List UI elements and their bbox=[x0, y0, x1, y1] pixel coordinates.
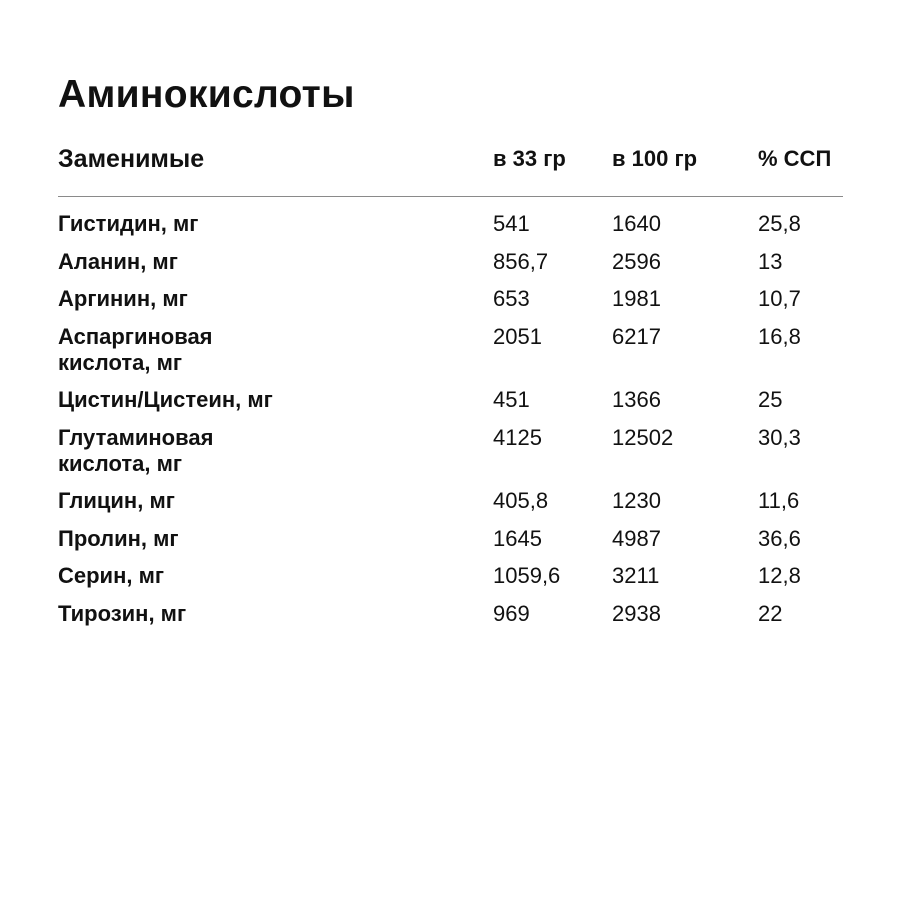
row-value-33g: 405,8 bbox=[493, 488, 549, 513]
row-value-33g: 856,7 bbox=[493, 248, 549, 274]
row-name: Глицин, мг bbox=[58, 488, 175, 513]
row-value-100g: 6217 bbox=[612, 323, 661, 349]
table-row bbox=[58, 601, 843, 639]
row-value-100g: 1981 bbox=[612, 286, 661, 311]
row-value-100g: 1640 bbox=[612, 211, 661, 236]
row-value-percent: 11,6 bbox=[758, 488, 800, 513]
header-category: Заменимые bbox=[58, 145, 205, 173]
row-name: Серин, мг bbox=[58, 563, 165, 588]
row-name: Аланин, мг bbox=[58, 248, 178, 274]
table-row bbox=[58, 387, 843, 425]
row-name: Аспаргиновая кислота, мг bbox=[58, 323, 213, 375]
table-header bbox=[58, 140, 843, 197]
header-percent-ssp: % ССП bbox=[758, 146, 832, 171]
row-value-percent: 10,7 bbox=[758, 286, 801, 311]
row-value-percent: 12,8 bbox=[758, 563, 801, 588]
row-value-100g: 1230 bbox=[612, 488, 661, 513]
row-value-100g: 12502 bbox=[612, 424, 674, 450]
row-value-33g: 969 bbox=[493, 600, 530, 626]
header-per-33g: в 33 гр bbox=[493, 146, 566, 171]
row-value-percent: 30,3 bbox=[758, 424, 801, 450]
row-value-100g: 4987 bbox=[612, 525, 661, 551]
row-name: Аргинин, мг bbox=[58, 286, 188, 311]
row-value-percent: 13 bbox=[758, 248, 783, 274]
page-title: Аминокислоты bbox=[58, 73, 355, 116]
row-value-33g: 451 bbox=[493, 387, 530, 412]
table-row bbox=[58, 563, 843, 601]
row-value-percent: 25 bbox=[758, 387, 783, 412]
row-name: Пролин, мг bbox=[58, 525, 179, 551]
header-per-100g: в 100 гр bbox=[612, 146, 698, 171]
row-value-33g: 4125 bbox=[493, 424, 542, 450]
table-row bbox=[58, 286, 843, 324]
table-row bbox=[58, 488, 843, 526]
row-value-33g: 541 bbox=[493, 211, 530, 236]
row-value-100g: 2596 bbox=[612, 248, 661, 274]
row-value-percent: 25,8 bbox=[758, 211, 801, 236]
row-value-percent: 22 bbox=[758, 600, 783, 626]
table-row bbox=[58, 526, 843, 564]
row-name: Цистин/Цистеин, мг bbox=[58, 387, 273, 412]
row-value-percent: 36,6 bbox=[758, 525, 801, 551]
table-row bbox=[58, 324, 843, 388]
amino-acid-table bbox=[58, 211, 843, 638]
table-row bbox=[58, 211, 843, 249]
row-value-100g: 2938 bbox=[612, 600, 661, 626]
row-name: Тирозин, мг bbox=[58, 600, 187, 626]
row-value-100g: 1366 bbox=[612, 387, 661, 412]
row-value-33g: 653 bbox=[493, 286, 530, 311]
row-value-percent: 16,8 bbox=[758, 323, 801, 349]
row-value-33g: 1645 bbox=[493, 525, 542, 551]
table-row bbox=[58, 249, 843, 287]
table-row bbox=[58, 425, 843, 489]
row-name: Глутаминовая кислота, мг bbox=[58, 424, 214, 476]
row-value-100g: 3211 bbox=[612, 563, 660, 588]
row-value-33g: 1059,6 bbox=[493, 563, 561, 588]
row-name: Гистидин, мг bbox=[58, 211, 199, 236]
row-value-33g: 2051 bbox=[493, 323, 542, 349]
